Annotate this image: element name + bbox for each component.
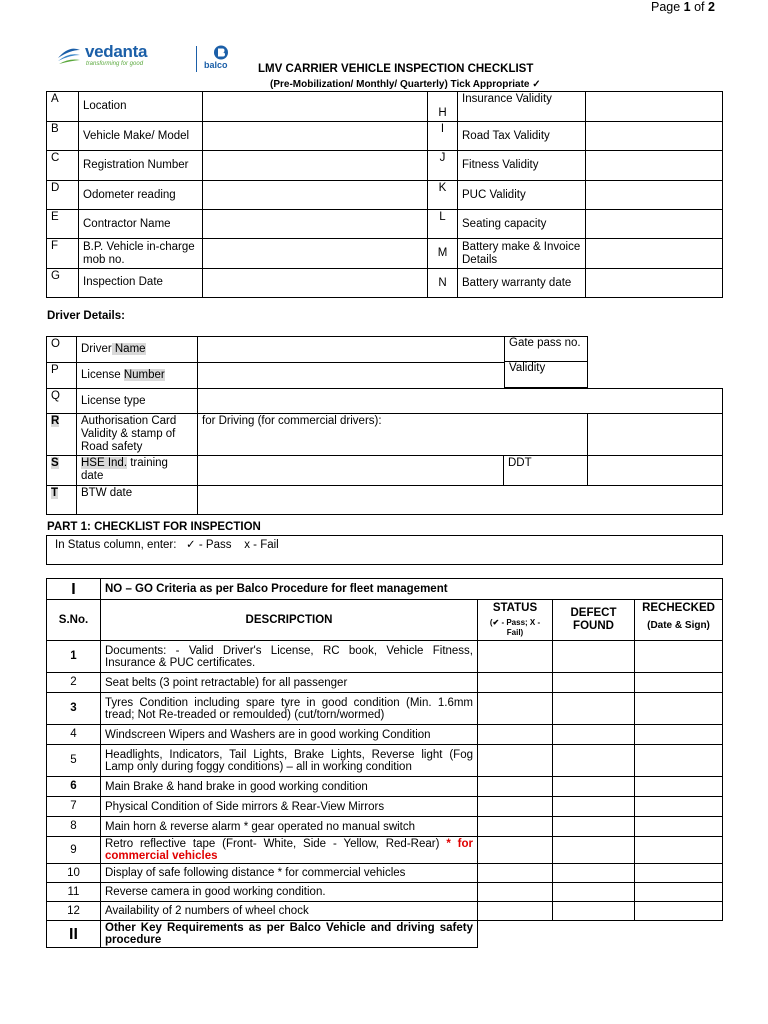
row-code: Q bbox=[47, 389, 77, 414]
rechecked-cell[interactable] bbox=[635, 777, 723, 797]
commercial-vehicle-note: * for commercial vehicles bbox=[105, 838, 474, 862]
row-description bbox=[101, 902, 478, 921]
rechecked-cell[interactable] bbox=[635, 837, 723, 864]
checklist-row bbox=[47, 725, 723, 745]
row-number: 10 bbox=[47, 864, 101, 883]
section-1-roman: I bbox=[47, 579, 101, 600]
validity-label: Validity bbox=[509, 362, 546, 374]
checklist-row bbox=[47, 902, 723, 921]
status-cell[interactable] bbox=[478, 837, 553, 864]
description-text: Main horn & reverse alarm * gear operated no manual switch bbox=[105, 820, 416, 833]
field-value[interactable] bbox=[203, 239, 428, 269]
field-value[interactable] bbox=[203, 122, 428, 151]
description-text: Display of safe following distance * for commercial vehicles bbox=[105, 867, 406, 879]
vehicle-info-row bbox=[47, 210, 723, 239]
hse-training-value[interactable] bbox=[198, 456, 504, 486]
ddt-label: DDT bbox=[504, 456, 588, 486]
status-header: STATUS (✔ - Pass; X - Fail) bbox=[478, 600, 553, 641]
sno-header: S.No. bbox=[47, 600, 101, 641]
row-code: H bbox=[428, 92, 458, 122]
row-code: S bbox=[47, 456, 77, 486]
logo-divider bbox=[196, 46, 197, 72]
field-value[interactable] bbox=[203, 181, 428, 210]
balco-logo bbox=[200, 44, 240, 72]
driver-row-r bbox=[47, 414, 723, 456]
description-text: Windscreen Wipers and Washers are in good working Condition bbox=[105, 728, 431, 741]
row-description bbox=[101, 883, 478, 902]
status-cell[interactable] bbox=[478, 864, 553, 883]
vehicle-info-row bbox=[47, 181, 723, 210]
description-text: Tyres Condition including spare tyre in good condition (Min. 1.6mm tread; Not Re-treaded or remoulded) (cut/torn/wormed) bbox=[105, 696, 473, 721]
defect-cell[interactable] bbox=[553, 745, 635, 777]
row-code: L bbox=[428, 210, 458, 239]
status-cell[interactable] bbox=[478, 745, 553, 777]
field-label: Inspection Date bbox=[79, 269, 203, 298]
section-1-title: NO – GO Criteria as per Balco Procedure for fleet management bbox=[101, 579, 723, 600]
row-code: R bbox=[47, 414, 77, 456]
defect-cell[interactable] bbox=[553, 837, 635, 864]
defect-cell[interactable] bbox=[553, 693, 635, 725]
field-value[interactable] bbox=[586, 210, 723, 239]
description-text: Reverse camera in good working condition. bbox=[105, 886, 326, 898]
row-code: D bbox=[47, 181, 79, 210]
row-description bbox=[101, 745, 478, 777]
checklist-row bbox=[47, 641, 723, 673]
vehicle-info-row bbox=[47, 122, 723, 151]
authorisation-card-label: Authorisation Card Validity & stamp of Road safety bbox=[77, 414, 198, 456]
description-header: DESCRIPCTION bbox=[101, 600, 478, 641]
row-description bbox=[101, 725, 478, 745]
btw-date-label: BTW date bbox=[77, 486, 198, 515]
field-label: Location bbox=[79, 92, 203, 122]
row-description bbox=[101, 797, 478, 817]
row-code: B bbox=[47, 122, 79, 151]
balco-wordmark: balco bbox=[204, 60, 228, 70]
field-value[interactable] bbox=[203, 269, 428, 298]
row-code: N bbox=[428, 269, 458, 298]
field-label: Battery make & Invoice Details bbox=[458, 239, 586, 269]
row-code: G bbox=[47, 269, 79, 298]
page-subtitle: (Pre-Mobilization/ Monthly/ Quarterly) Tick Appropriate ✓ bbox=[270, 79, 541, 90]
row-description bbox=[101, 817, 478, 837]
field-value[interactable] bbox=[203, 92, 428, 122]
row-description bbox=[101, 777, 478, 797]
rechecked-cell[interactable] bbox=[635, 902, 723, 921]
field-label: Contractor Name bbox=[79, 210, 203, 239]
driver-row-s bbox=[47, 456, 723, 486]
status-note: In Status column, enter: ✓ - Pass x - Fail bbox=[55, 539, 279, 551]
row-code: K bbox=[428, 181, 458, 210]
vedanta-wordmark: vedanta bbox=[85, 42, 148, 61]
checklist-row bbox=[47, 777, 723, 797]
vehicle-info-row bbox=[47, 92, 723, 122]
row-description bbox=[101, 673, 478, 693]
row-number: 8 bbox=[47, 817, 101, 837]
rechecked-cell[interactable] bbox=[635, 641, 723, 673]
defect-cell[interactable] bbox=[553, 864, 635, 883]
defect-header: DEFECT FOUND bbox=[553, 600, 635, 641]
defect-cell[interactable] bbox=[553, 673, 635, 693]
row-description bbox=[101, 693, 478, 725]
defect-cell[interactable] bbox=[553, 797, 635, 817]
status-cell[interactable] bbox=[478, 641, 553, 673]
vehicle-info-row bbox=[47, 239, 723, 269]
row-number: 4 bbox=[47, 725, 101, 745]
checklist-row bbox=[47, 693, 723, 725]
license-number-label: License Number bbox=[77, 363, 198, 389]
section-2-title: Other Key Requirements as per Balco Vehicle and driving safety procedure bbox=[101, 921, 478, 948]
rechecked-cell[interactable] bbox=[635, 745, 723, 777]
rechecked-header: RECHECKED (Date & Sign) bbox=[635, 600, 723, 641]
field-value[interactable] bbox=[586, 181, 723, 210]
field-value[interactable] bbox=[586, 92, 723, 122]
checklist-header-row bbox=[47, 600, 723, 641]
row-code: F bbox=[47, 239, 79, 269]
checklist-row bbox=[47, 817, 723, 837]
authorisation-card-value: for Driving (for commercial drivers): bbox=[198, 414, 588, 456]
row-description bbox=[101, 837, 478, 864]
row-number: 6 bbox=[47, 777, 101, 797]
row-code: C bbox=[47, 151, 79, 181]
field-label: Odometer reading bbox=[79, 181, 203, 210]
page-title: LMV CARRIER VEHICLE INSPECTION CHECKLIST bbox=[258, 63, 534, 75]
checklist-row bbox=[47, 797, 723, 817]
checklist-row bbox=[47, 864, 723, 883]
field-label: B.P. Vehicle in-charge mob no. bbox=[79, 239, 203, 269]
page-number: Page 1 of 2 bbox=[651, 0, 715, 14]
driver-row-q bbox=[47, 389, 723, 414]
row-description bbox=[101, 641, 478, 673]
vedanta-tagline: transforming for good bbox=[86, 61, 144, 67]
rechecked-cell[interactable] bbox=[635, 725, 723, 745]
driver-details-table bbox=[46, 336, 723, 515]
row-code: P bbox=[47, 363, 77, 389]
row-number: 3 bbox=[47, 693, 101, 725]
balco-symbol-icon bbox=[213, 45, 229, 60]
row-number: 5 bbox=[47, 745, 101, 777]
section-2-empty bbox=[478, 921, 723, 948]
defect-cell[interactable] bbox=[553, 725, 635, 745]
defect-cell[interactable] bbox=[553, 817, 635, 837]
description-text: Seat belts (3 point retractable) for all passenger bbox=[105, 676, 348, 689]
rechecked-cell[interactable] bbox=[635, 817, 723, 837]
defect-cell[interactable] bbox=[553, 641, 635, 673]
checklist-row bbox=[47, 883, 723, 902]
ddt-value[interactable] bbox=[588, 456, 723, 486]
field-label: Registration Number bbox=[79, 151, 203, 181]
defect-cell[interactable] bbox=[553, 902, 635, 921]
section-2-roman: II bbox=[47, 921, 101, 948]
status-cell[interactable] bbox=[478, 673, 553, 693]
vehicle-info-row bbox=[47, 151, 723, 181]
vehicle-info-row bbox=[47, 269, 723, 298]
description-text: Retro reflective tape (Front- White, Side - Yellow, Red-Rear) bbox=[105, 838, 447, 850]
field-value[interactable] bbox=[586, 151, 723, 181]
row-code: J bbox=[428, 151, 458, 181]
driver-name-label: Driver Name bbox=[77, 337, 198, 363]
row-code: M bbox=[428, 239, 458, 269]
description-text: Physical Condition of Side mirrors & Rear-View Mirrors bbox=[105, 800, 385, 813]
row-code: A bbox=[47, 92, 79, 122]
part1-heading: PART 1: CHECKLIST FOR INSPECTION bbox=[47, 521, 261, 533]
row-number: 9 bbox=[47, 837, 101, 864]
validity-cell bbox=[504, 361, 588, 388]
defect-cell[interactable] bbox=[553, 777, 635, 797]
rechecked-cell[interactable] bbox=[635, 864, 723, 883]
row-description bbox=[101, 864, 478, 883]
checklist-row bbox=[47, 673, 723, 693]
row-number: 1 bbox=[47, 641, 101, 673]
field-label: Road Tax Validity bbox=[458, 122, 586, 151]
driver-row-t bbox=[47, 486, 723, 515]
section-2-header bbox=[47, 921, 723, 948]
license-type-label: License type bbox=[77, 389, 198, 414]
status-cell[interactable] bbox=[478, 883, 553, 902]
field-label: PUC Validity bbox=[458, 181, 586, 210]
field-value[interactable] bbox=[203, 210, 428, 239]
row-code: O bbox=[47, 337, 77, 363]
gate-pass-label: Gate pass no. bbox=[509, 337, 581, 349]
driver-details-heading: Driver Details: bbox=[47, 310, 125, 322]
field-label: Battery warranty date bbox=[458, 269, 586, 298]
authorisation-card-extra[interactable] bbox=[588, 414, 723, 456]
row-number: 11 bbox=[47, 883, 101, 902]
status-cell[interactable] bbox=[478, 902, 553, 921]
row-code: I bbox=[428, 122, 458, 151]
vedanta-logo bbox=[56, 44, 196, 72]
rechecked-cell[interactable] bbox=[635, 693, 723, 725]
field-label: Vehicle Make/ Model bbox=[79, 122, 203, 151]
status-cell[interactable] bbox=[478, 725, 553, 745]
field-value[interactable] bbox=[586, 269, 723, 298]
row-code: E bbox=[47, 210, 79, 239]
field-label: Insurance Validity bbox=[458, 92, 586, 122]
vedanta-leaf-icon bbox=[56, 44, 82, 68]
status-cell[interactable] bbox=[478, 797, 553, 817]
row-code: T bbox=[47, 486, 77, 515]
row-number: 7 bbox=[47, 797, 101, 817]
row-number: 2 bbox=[47, 673, 101, 693]
status-cell[interactable] bbox=[478, 817, 553, 837]
status-cell[interactable] bbox=[478, 777, 553, 797]
row-number: 12 bbox=[47, 902, 101, 921]
field-label: Seating capacity bbox=[458, 210, 586, 239]
btw-date-value[interactable] bbox=[198, 486, 723, 515]
section-1-header bbox=[47, 579, 723, 600]
vehicle-info-table bbox=[46, 91, 723, 298]
field-label: Fitness Validity bbox=[458, 151, 586, 181]
defect-cell[interactable] bbox=[553, 883, 635, 902]
driver-row-p bbox=[47, 363, 723, 389]
rechecked-cell[interactable] bbox=[635, 673, 723, 693]
field-value[interactable] bbox=[203, 151, 428, 181]
description-text: Documents: - Valid Driver's License, RC book, Vehicle Fitness, Insurance & PUC certificates. bbox=[105, 644, 473, 669]
field-value[interactable] bbox=[586, 239, 723, 269]
description-text: Main Brake & hand brake in good working condition bbox=[105, 780, 368, 793]
driver-row-o bbox=[47, 337, 723, 363]
status-note-box bbox=[46, 535, 723, 565]
description-text: Headlights, Indicators, Tail Lights, Brake Lights, Reverse light (Fog Lamp only during foggy conditions) – all in working condition bbox=[105, 748, 473, 773]
rechecked-cell[interactable] bbox=[635, 883, 723, 902]
checklist-row bbox=[47, 745, 723, 777]
rechecked-cell[interactable] bbox=[635, 797, 723, 817]
status-cell[interactable] bbox=[478, 693, 553, 725]
description-text: Availability of 2 numbers of wheel chock bbox=[105, 905, 309, 917]
checklist-row bbox=[47, 837, 723, 864]
gate-pass-cell bbox=[504, 336, 588, 362]
hse-training-label: HSE Ind. training date bbox=[77, 456, 198, 486]
checklist-table bbox=[46, 578, 723, 948]
field-value[interactable] bbox=[586, 122, 723, 151]
license-type-value[interactable] bbox=[198, 389, 723, 414]
